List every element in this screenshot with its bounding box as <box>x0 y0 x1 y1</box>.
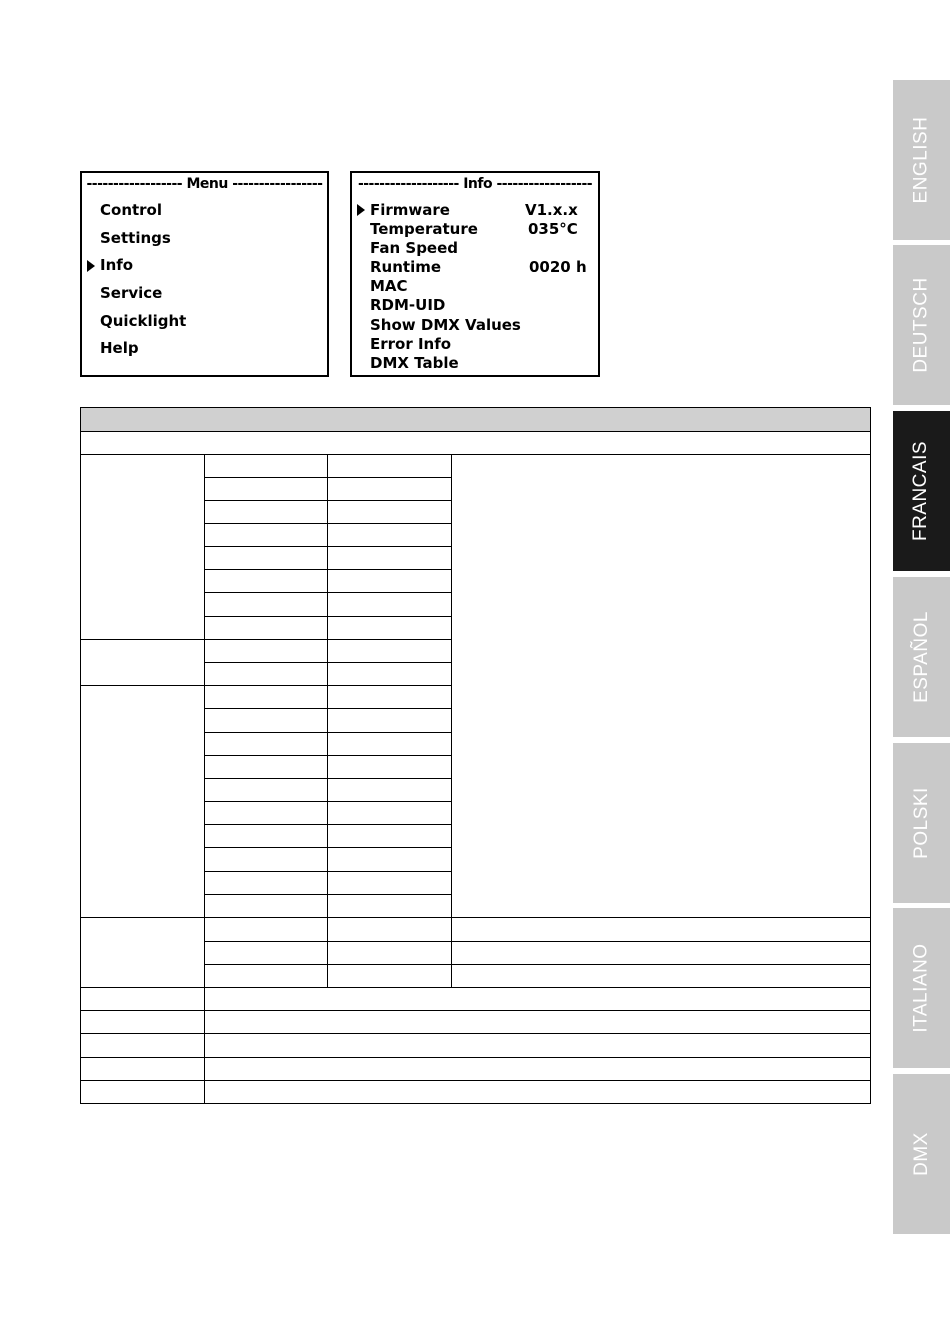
table-cell <box>204 569 327 592</box>
table-cell <box>204 847 327 871</box>
table-row-value-cell <box>204 1010 871 1033</box>
info-item-firmware[interactable]: Firmware <box>370 201 450 219</box>
tab-polski-label: POLSKI <box>910 787 932 859</box>
table-cell <box>204 477 327 500</box>
table-cell <box>204 685 327 708</box>
info-item-temperature[interactable]: Temperature <box>370 220 478 238</box>
tab-english[interactable] <box>893 80 950 240</box>
info-table <box>80 407 871 1104</box>
menu-item-info[interactable]: Info <box>100 256 134 274</box>
table-cell <box>204 616 327 639</box>
menu-screen <box>80 171 329 377</box>
table-row-label-cell <box>80 1080 204 1104</box>
table-cell <box>327 964 451 987</box>
tab-dmx-label: DMX <box>910 1132 932 1176</box>
tab-english-label: ENGLISH <box>910 116 932 204</box>
table-cell <box>204 917 327 941</box>
table-cell <box>327 941 451 964</box>
table-cell <box>204 732 327 755</box>
info-item-show-dmx-values[interactable]: Show DMX Values <box>370 316 521 334</box>
table-cell <box>204 778 327 801</box>
selection-cursor-icon <box>87 260 95 272</box>
table-cell <box>204 964 327 987</box>
table-cell <box>327 871 451 894</box>
info-screen <box>350 171 600 377</box>
table-cell <box>204 894 327 917</box>
table-cell <box>451 964 871 987</box>
menu-item-quicklight[interactable]: Quicklight <box>100 312 187 330</box>
info-item-runtime[interactable]: Runtime <box>370 258 442 276</box>
table-cell <box>327 500 451 523</box>
table-cell <box>204 500 327 523</box>
table-cell <box>204 592 327 616</box>
info-value-temperature: 035°C <box>528 220 578 238</box>
info-screen-header: ------------------- Info ------------------ <box>357 176 593 192</box>
table-cell <box>327 708 451 732</box>
table-cell <box>327 824 451 847</box>
menu-item-control[interactable]: Control <box>100 201 163 219</box>
menu-item-help[interactable]: Help <box>100 339 139 357</box>
menu-item-service[interactable]: Service <box>100 284 163 302</box>
table-cell <box>327 662 451 685</box>
table-cell <box>327 616 451 639</box>
table-cell <box>327 454 451 477</box>
info-item-rdm-uid[interactable]: RDM-UID <box>370 296 446 314</box>
menu-screen-header: ------------------ Menu ----------------- <box>86 176 323 192</box>
tab-polski[interactable] <box>893 743 950 903</box>
table-row-value-cell <box>204 1080 871 1104</box>
table-row-label-cell <box>80 1010 204 1033</box>
tab-deutsch[interactable] <box>893 245 950 405</box>
table-cell <box>204 871 327 894</box>
table-cell <box>327 592 451 616</box>
info-item-mac[interactable]: MAC <box>370 277 408 295</box>
info-value-runtime: 0020 h <box>529 258 587 276</box>
selection-cursor-icon <box>357 204 365 216</box>
table-section-row <box>80 431 871 454</box>
table-cell <box>327 755 451 778</box>
table-cell <box>327 685 451 708</box>
table-cell <box>204 523 327 546</box>
info-item-dmx-table[interactable]: DMX Table <box>370 354 459 372</box>
table-header-row <box>80 407 871 431</box>
table-cell <box>327 847 451 871</box>
info-value-firmware: V1.x.x <box>525 201 578 219</box>
table-cell <box>327 477 451 500</box>
info-item-fan-speed[interactable]: Fan Speed <box>370 239 459 257</box>
table-group-cell <box>80 685 204 917</box>
tab-italiano[interactable] <box>893 908 950 1068</box>
table-cell <box>327 546 451 569</box>
table-cell <box>204 546 327 569</box>
tab-francais-label: FRANCAIS <box>910 440 932 542</box>
table-cell <box>327 801 451 824</box>
table-cell <box>451 917 871 941</box>
table-cell <box>204 708 327 732</box>
table-cell <box>327 523 451 546</box>
tab-francais[interactable] <box>893 411 950 571</box>
table-row-label-cell <box>80 987 204 1010</box>
table-group-cell <box>80 454 204 639</box>
table-cell <box>204 824 327 847</box>
table-row-value-cell <box>204 1057 871 1080</box>
tab-dmx[interactable] <box>893 1074 950 1234</box>
table-cell <box>327 569 451 592</box>
table-row-value-cell <box>204 987 871 1010</box>
table-cell <box>451 941 871 964</box>
table-cell <box>204 639 327 662</box>
table-description-cell <box>451 454 871 917</box>
info-item-error-info[interactable]: Error Info <box>370 335 452 353</box>
table-group-cell <box>80 639 204 685</box>
table-cell <box>327 894 451 917</box>
table-group-cell <box>80 917 204 987</box>
table-row-label-cell <box>80 1033 204 1057</box>
table-cell <box>204 662 327 685</box>
table-cell <box>327 778 451 801</box>
table-cell <box>204 801 327 824</box>
menu-item-settings[interactable]: Settings <box>100 229 171 247</box>
table-cell <box>204 454 327 477</box>
table-cell <box>204 755 327 778</box>
tab-espanol-label: ESPAÑOL <box>910 611 932 703</box>
table-row-label-cell <box>80 1057 204 1080</box>
table-row-value-cell <box>204 1033 871 1057</box>
table-cell <box>204 941 327 964</box>
tab-espanol[interactable] <box>893 577 950 737</box>
table-cell <box>327 732 451 755</box>
tab-deutsch-label: DEUTSCH <box>910 277 932 373</box>
table-cell <box>327 639 451 662</box>
tab-italiano-label: ITALIANO <box>910 943 932 1033</box>
table-cell <box>327 917 451 941</box>
